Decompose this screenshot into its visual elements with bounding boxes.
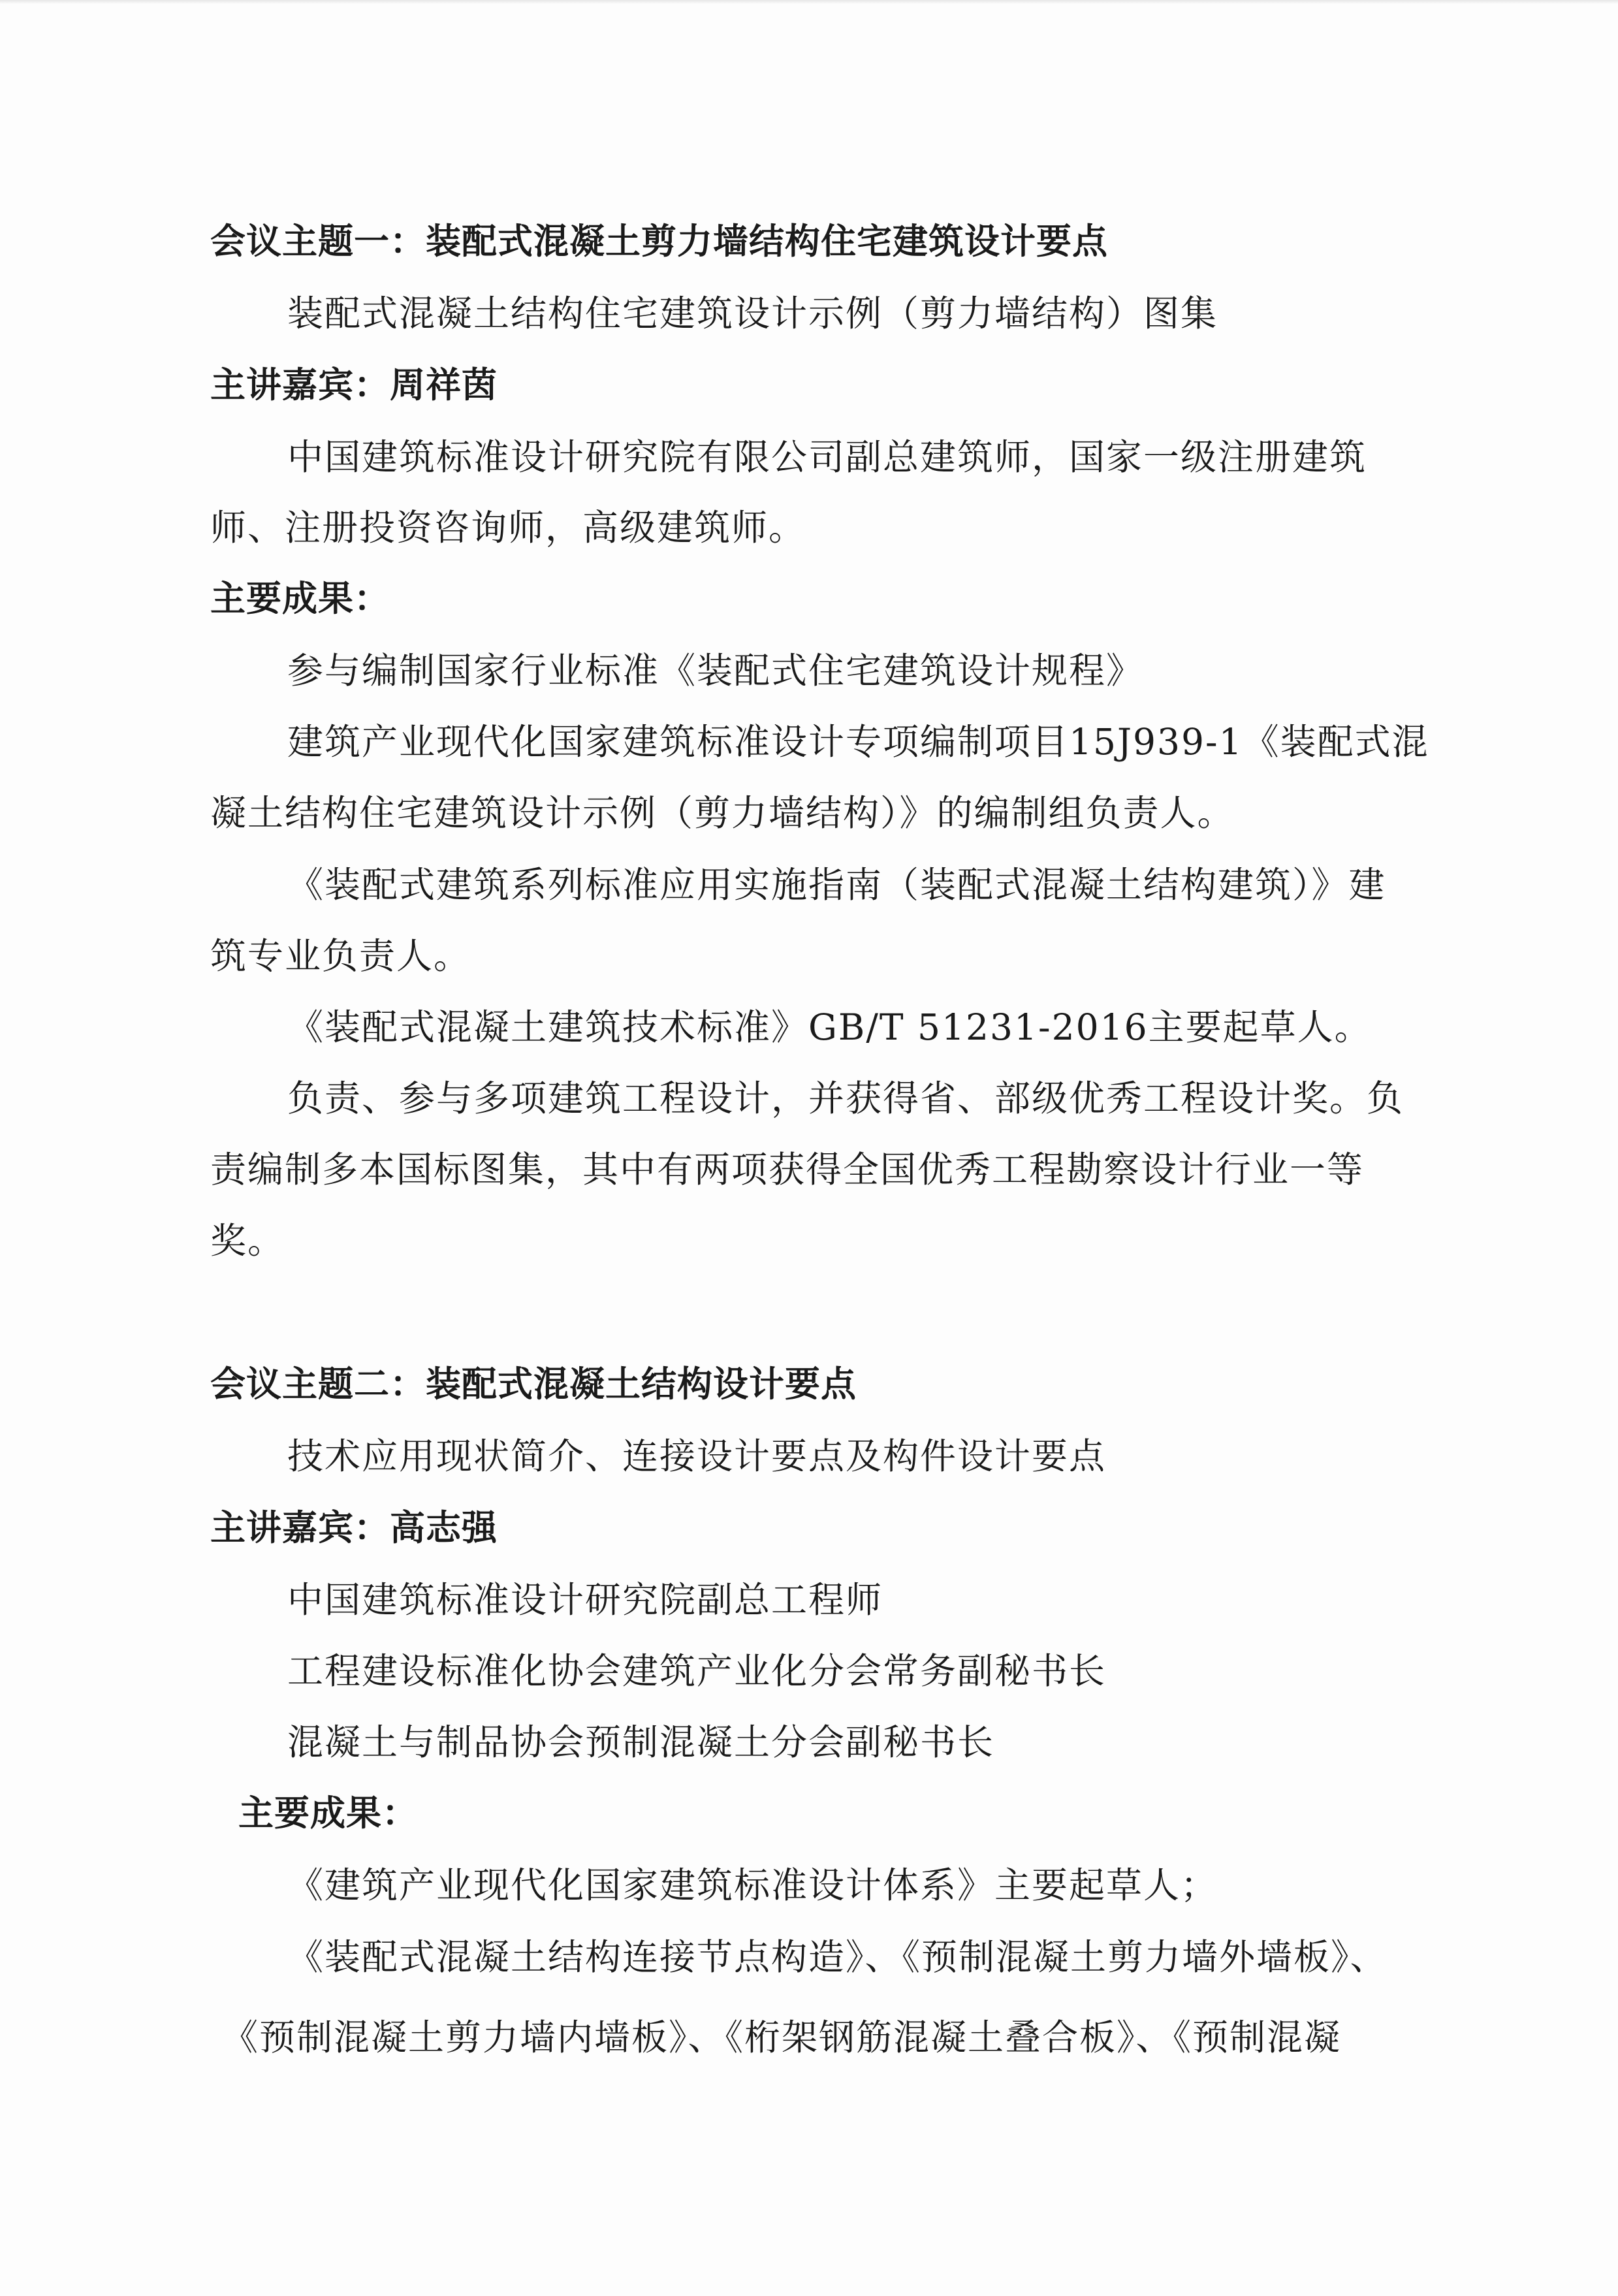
topic1-achievement-2-line2: 凝土结构住宅建筑设计示例（剪力墙结构）》的编制组负责人。 xyxy=(210,792,1235,834)
topic2-subtitle: 技术应用现状简介、连接设计要点及构件设计要点 xyxy=(287,1435,1107,1477)
topic2-achievement-2-line1: 《装配式混凝土结构连接节点构造》、《预制混凝土剪力墙外墙板》、 xyxy=(287,1936,1388,1978)
topic1-achievement-3-line2: 筑专业负责人。 xyxy=(210,935,471,977)
topic1-heading xyxy=(210,219,1108,264)
topic2-achievement-1: 《建筑产业现代化国家建筑标准设计体系》主要起草人； xyxy=(287,1864,1218,1906)
topic1-speaker xyxy=(210,362,498,408)
topic1-achievements-label: 主要成果： xyxy=(210,578,390,619)
scan-edge xyxy=(0,0,1618,4)
topic1-achievement-5-line3: 奖。 xyxy=(210,1220,285,1262)
topic2-speaker-name: 高志强 xyxy=(390,1507,498,1548)
topic1-achievement-2-line1: 建筑产业现代化国家建筑标准设计专项编制项目15J939-1《装配式混 xyxy=(287,721,1429,763)
topic2-heading-label: 会议主题二： xyxy=(210,1363,426,1405)
topic1-bio-line2: 师、注册投资咨询师，高级建筑师。 xyxy=(210,507,806,549)
topic2-heading-title: 装配式混凝土结构设计要点 xyxy=(426,1363,857,1405)
topic1-bio-line1: 中国建筑标准设计研究院有限公司副总建筑师，国家一级注册建筑 xyxy=(287,436,1367,478)
topic2-achievement-2-line2: 《预制混凝土剪力墙内墙板》、《桁架钢筋混凝土叠合板》、《预制混凝 xyxy=(222,2017,1342,2058)
topic1-heading-title: 装配式混凝土剪力墙结构住宅建筑设计要点 xyxy=(426,221,1108,262)
topic2-achievements-label: 主要成果： xyxy=(238,1793,418,1834)
topic2-speaker xyxy=(210,1505,498,1551)
topic1-achievement-5-line1: 负责、参与多项建筑工程设计，并获得省、部级优秀工程设计奖。负 xyxy=(287,1077,1404,1119)
topic1-achievement-1: 参与编制国家行业标准《装配式住宅建筑设计规程》 xyxy=(287,650,1144,692)
topic1-heading-label: 会议主题一： xyxy=(210,221,426,262)
topic1-achievement-3-line1: 《装配式建筑系列标准应用实施指南（装配式混凝土结构建筑）》建 xyxy=(287,864,1386,906)
topic2-speaker-label: 主讲嘉宾： xyxy=(210,1507,390,1548)
topic1-subtitle: 装配式混凝土结构住宅建筑设计示例（剪力墙结构）图集 xyxy=(287,293,1218,334)
topic2-bio-line2: 工程建设标准化协会建筑产业化分会常务副秘书长 xyxy=(287,1650,1107,1692)
topic1-achievement-5-line2: 责编制多本国标图集，其中有两项获得全国优秀工程勘察设计行业一等 xyxy=(210,1149,1365,1190)
topic2-bio-line3: 混凝土与制品协会预制混凝土分会副秘书长 xyxy=(287,1721,995,1763)
topic2-heading xyxy=(210,1362,857,1407)
topic1-achievement-4: 《装配式混凝土建筑技术标准》GB/T 51231-2016主要起草人。 xyxy=(287,1006,1372,1048)
topic1-speaker-name: 周祥茵 xyxy=(390,364,498,406)
topic2-bio-line1: 中国建筑标准设计研究院副总工程师 xyxy=(287,1579,883,1621)
topic1-speaker-label: 主讲嘉宾： xyxy=(210,364,390,406)
